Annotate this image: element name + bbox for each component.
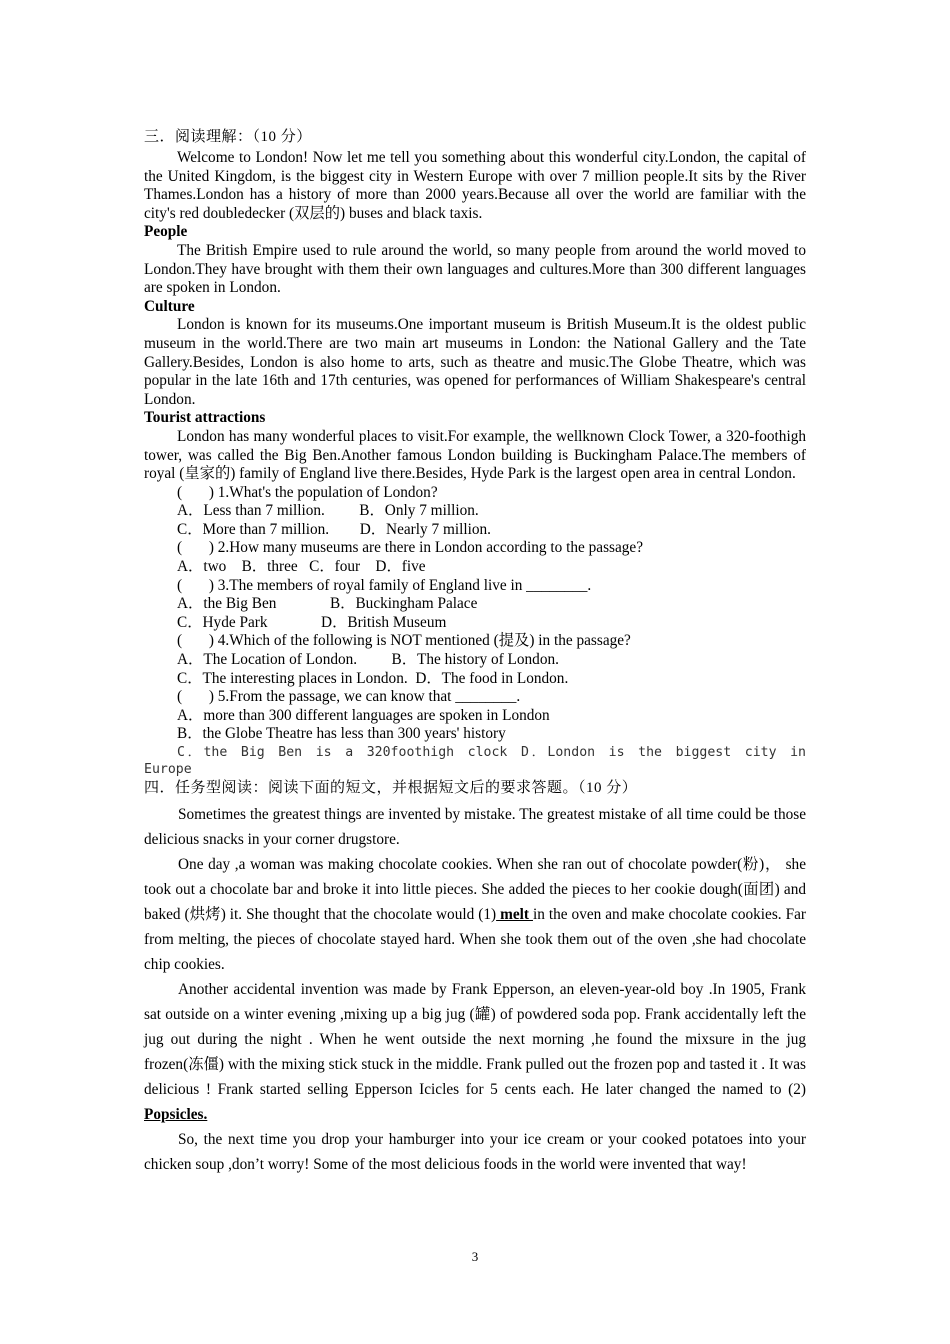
- question-line: ( ) 2.How many museums are there in London according to the passage?: [177, 539, 643, 557]
- option-line: A．Less than 7 million. B．Only 7 million.: [177, 502, 479, 520]
- culture-paragraph: London is known for its museums.One important museum is British Museum.It is the oldest public museum in the world.There are two main art museums in London: the National Gallery and the Tate Gallery.Besides, London is also home to arts, such as theatre and music.The Globe Theatre, which was popular in the late 16th and 17th centuries, was opened for performances of William Shakespeare's central London.: [144, 316, 806, 408]
- intro-paragraph: Welcome to London! Now let me tell you something about this wonderful city.London, the capital of the United Kingdom, is the biggest city in Western Europe with over 7 million people.It sits by the River Thames.London has a history of more than 2000 years.Because all over the world are familiar with the city's red doubledecker (双层的) buses and black taxis.: [144, 149, 806, 222]
- task-paragraph-2-text-a: One day ,a woman was making chocolate cookies. When she ran out of chocolate powder(粉)， she took out a chocolate bar and broke it into little pieces. She added the pieces to her cookie dough(面团) and baked (烘烤) it. She thought that the chocolate would (1): [144, 856, 806, 923]
- option-line: A．the Big Ben B．Buckingham Palace: [177, 595, 478, 613]
- option-line: C．The interesting places in London. D．The food in London.: [177, 669, 569, 687]
- option-line-last: C．the Big Ben is a 320foothigh clock D．London is the biggest city in Europe: [144, 745, 806, 777]
- option-line: A．The Location of London. B．The history of London.: [177, 651, 559, 669]
- task-paragraph-2: [144, 852, 806, 977]
- option-line: B．the Globe Theatre has less than 300 years' history: [177, 725, 506, 743]
- task-paragraph-2-text-b: in the oven and make chocolate cookies. Far from melting, the pieces of chocolate stayed hard. When she took them out of the oven ,she had chocolate chip cookies.: [144, 906, 807, 973]
- tourist-heading: Tourist attractions: [144, 409, 266, 427]
- question-line: ( ) 5.From the passage, we can know that ________.: [177, 688, 521, 706]
- tourist-paragraph: London has many wonderful places to visit.For example, the wellknown Clock Tower, a 320-foothigh tower, was called the Big Ben.Another famous London building is Buckingham Palace.The members of royal (皇家的) family of England live there.Besides, Hyde Park is the largest open area in central London.: [144, 427, 806, 483]
- option-line: A．two B．three C．four D．five: [177, 558, 426, 576]
- task-paragraph-3: [144, 977, 806, 1127]
- option-line: A．more than 300 different languages are spoken in London: [177, 706, 550, 724]
- question-line: ( ) 3.The members of royal family of England live in ________.: [177, 576, 592, 594]
- question-line: ( ) 4.Which of the following is NOT mentioned (提及) in the passage?: [177, 632, 631, 650]
- document-page: [144, 128, 806, 1177]
- task-paragraph-3-text: Another accidental invention was made by Frank Epperson, an eleven-year-old boy .In 1905, Frank sat outside on a winter evening ,mixing up a big jug (罐) of powdered soda pop. Frank accidentally left the jug out during the night . When he went outside the next morning ,he found the mixsure in the jug frozen(冻僵) with the mixing stick stuck in the middle. Frank pulled out the frozen pop and tasted it . It was delicious ! Frank started selling Epperson Icicles for 5 cents each. He later changed the named to (2): [144, 981, 806, 1098]
- people-paragraph: The British Empire used to rule around the world, so many people from around the world moved to London.They have brought with them their own languages and cultures.More than 300 different languages are spoken in London.: [144, 241, 806, 297]
- answer-melt: melt: [496, 906, 533, 923]
- section3-heading: 三．阅读理解：（10 分）: [144, 129, 312, 145]
- answer-popsicles: Popsicles.: [144, 1106, 208, 1123]
- option-line: C．Hyde Park D．British Museum: [177, 613, 447, 631]
- question-line: ( ) 1.What's the population of London?: [177, 483, 438, 501]
- people-heading: People: [144, 223, 188, 241]
- task-paragraph-1: Sometimes the greatest things are invented by mistake. The greatest mistake of all time could be those delicious snacks in your corner drugstore.: [144, 806, 806, 848]
- culture-heading: Culture: [144, 297, 195, 315]
- option-line: C．More than 7 million. D．Nearly 7 million.: [177, 520, 491, 538]
- page-number: 3: [471, 1249, 479, 1264]
- section4-heading: 四．任务型阅读：阅读下面的短文，并根据短文后的要求答题。（10 分）: [144, 780, 638, 796]
- task-paragraph-4: So, the next time you drop your hamburger into your ice cream or your cooked potatoes into your chicken soup ,don’t worry! Some of the most delicious foods in the world were invented that way!: [144, 1131, 806, 1173]
